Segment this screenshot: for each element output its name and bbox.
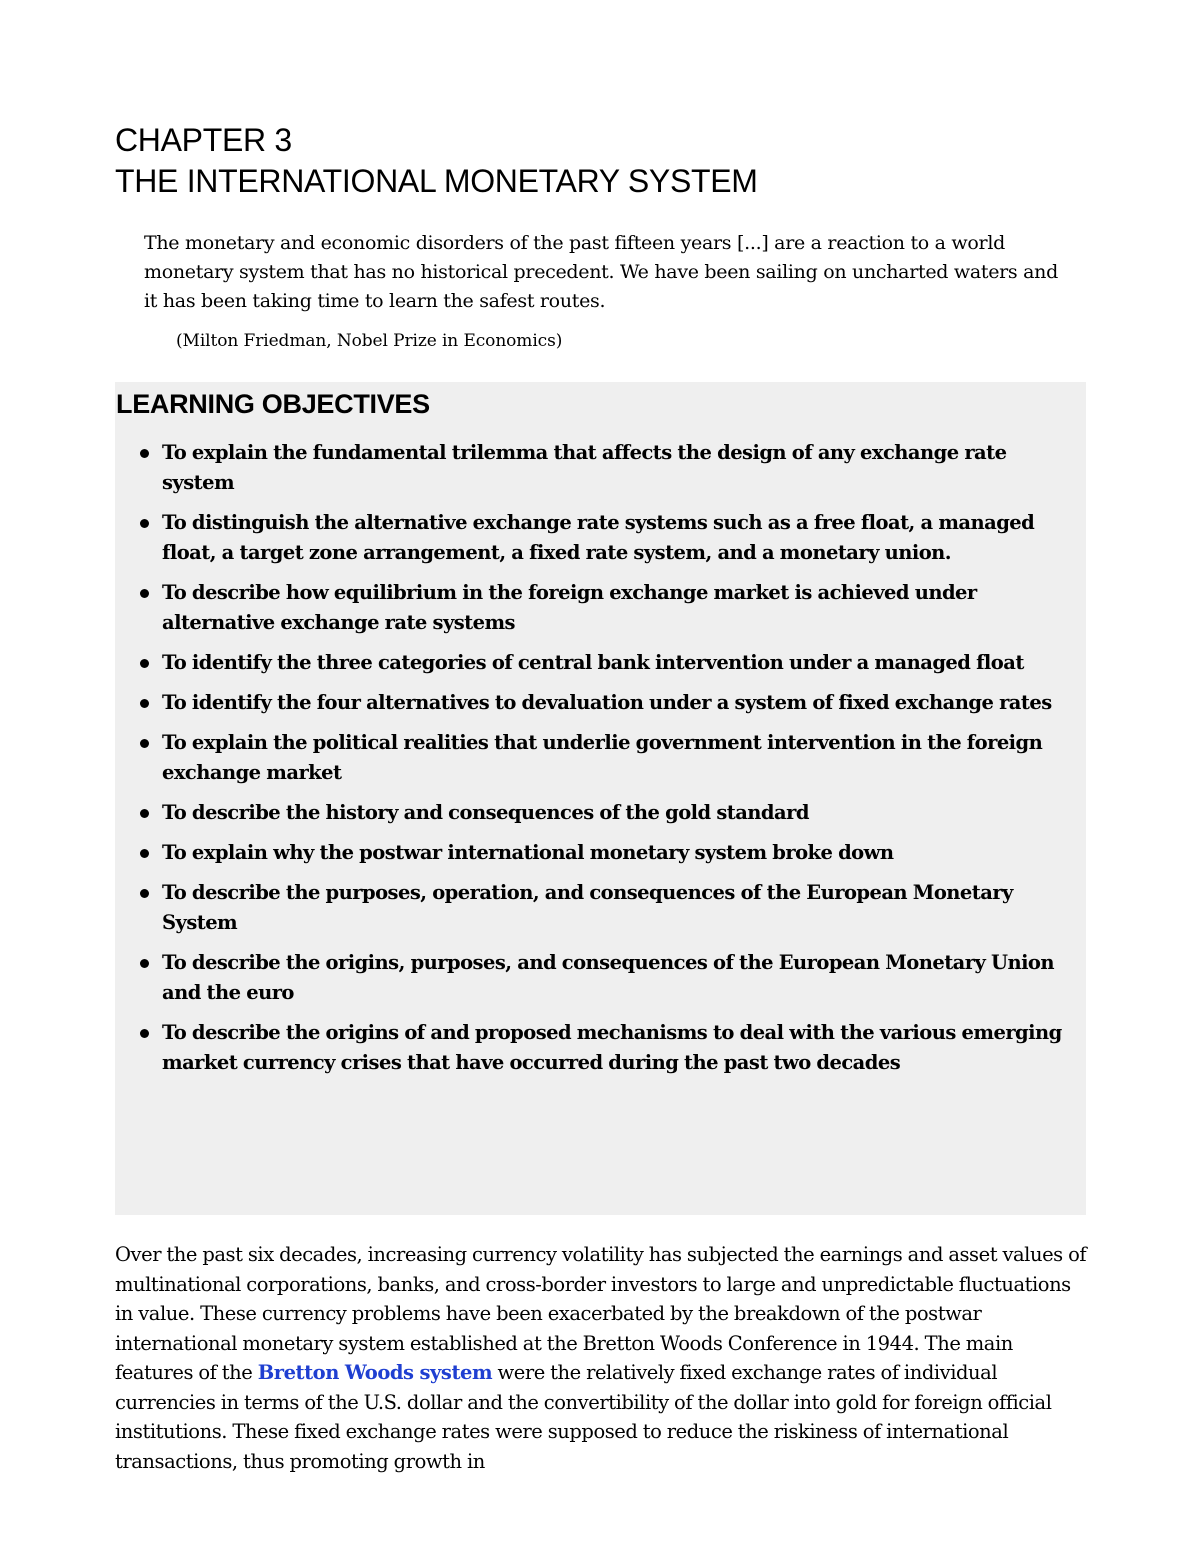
- objective-item: [115, 1018, 1086, 1078]
- objective-text: To distinguish the alternative exchange rate systems such as a free float, a managed float, a target zone arrangement, a fixed rate system, and a monetary union.: [162, 511, 1035, 564]
- objective-item: [115, 438, 1086, 498]
- objective-text: To describe the purposes, operation, and consequences of the European Monetary System: [162, 881, 1013, 934]
- bretton-woods-link[interactable]: Bretton Woods system: [257, 1361, 493, 1384]
- objective-text: To identify the four alternatives to devaluation under a system of fixed exchange rates: [162, 691, 1052, 714]
- learning-objectives-box: [115, 382, 1086, 1215]
- chapter-title: THE INTERNATIONAL MONETARY SYSTEM: [115, 163, 758, 199]
- bullet-icon: [140, 849, 149, 858]
- bullet-icon: [140, 889, 149, 898]
- objective-item: [115, 578, 1086, 638]
- objective-text: To explain the fundamental trilemma that affects the design of any exchange rate system: [162, 441, 1007, 494]
- learning-objectives-list: [115, 438, 1086, 1088]
- epigraph-attribution: (Milton Friedman, Nobel Prize in Economics): [176, 331, 563, 351]
- bullet-icon: [140, 519, 149, 528]
- learning-objectives-heading: LEARNING OBJECTIVES: [116, 389, 430, 419]
- bullet-icon: [140, 699, 149, 708]
- bullet-icon: [140, 449, 149, 458]
- objective-item: [115, 878, 1086, 938]
- objective-text: To describe the origins of and proposed mechanisms to deal with the various emerging market currency crises that have occurred during the past two decades: [162, 1021, 1062, 1074]
- objective-text: To explain the political realities that underlie government intervention in the foreign exchange market: [162, 731, 1043, 784]
- bullet-icon: [140, 959, 149, 968]
- objective-item: [115, 948, 1086, 1008]
- objective-text: To describe the origins, purposes, and consequences of the European Monetary Union and the euro: [162, 951, 1055, 1004]
- bullet-icon: [140, 589, 149, 598]
- body-paragraph: [115, 1240, 1090, 1476]
- objective-text: To identify the three categories of central bank intervention under a managed float: [162, 651, 1024, 674]
- objective-item: [115, 648, 1086, 678]
- epigraph-quote: The monetary and economic disorders of the past fifteen years [...] are a reaction to a world monetary system that has no historical precedent. We have been sailing on uncharted waters and it has been taking time to learn the safest routes.: [144, 232, 1058, 312]
- chapter-heading: [115, 120, 1095, 202]
- objective-text: To explain why the postwar international monetary system broke down: [162, 841, 894, 864]
- objective-item: [115, 508, 1086, 568]
- bullet-icon: [140, 809, 149, 818]
- bullet-icon: [140, 1029, 149, 1038]
- objective-item: [115, 688, 1086, 718]
- objective-text: To describe how equilibrium in the foreign exchange market is achieved under alternative exchange rate systems: [162, 581, 977, 634]
- chapter-number: CHAPTER 3: [115, 122, 292, 158]
- body-text-after-link: were the relatively fixed exchange rates of individual currencies in terms of the U.S. dollar and the convertibility of the dollar into gold for foreign official institutions. These fixed exchange rates were supposed to reduce the riskiness of international transactions, thus promoting growth in: [115, 1361, 1052, 1473]
- objective-text: To describe the history and consequences of the gold standard: [162, 801, 809, 824]
- bullet-icon: [140, 659, 149, 668]
- bullet-icon: [140, 739, 149, 748]
- objective-item: [115, 728, 1086, 788]
- objective-item: [115, 798, 1086, 828]
- body-text-before-link: Over the past six decades, increasing currency volatility has subjected the earnings and asset values of multinational corporations, banks, and cross-border investors to large and unpredictable fluctuations in value. These currency problems have been exacerbated by the breakdown of the postwar international monetary system established at the Bretton Woods Conference in 1944. The main features of the: [115, 1243, 1087, 1384]
- objective-item: [115, 838, 1086, 868]
